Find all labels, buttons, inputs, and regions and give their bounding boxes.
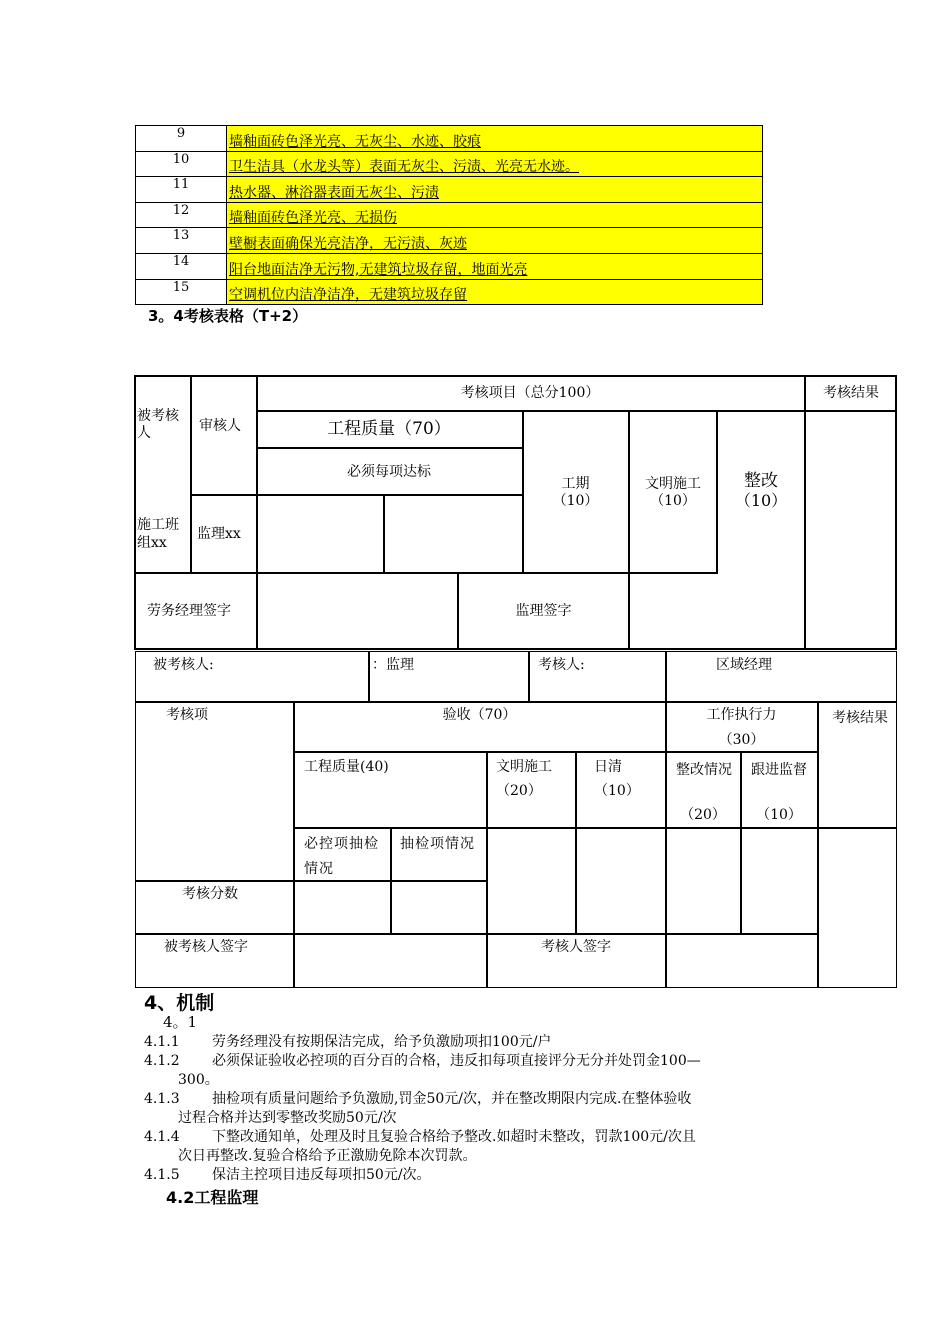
mechanism-item-text: 下整改通知单，处理及时且复验合格给予整改.如超时未整改，罚款100元/次且	[212, 1129, 696, 1145]
must-pass-label: 必须每项达标	[347, 464, 431, 480]
section-4-1-title: 4。1	[163, 1013, 198, 1031]
standards-row	[136, 202, 763, 228]
mechanism-item-text: 劳务经理没有按期保洁完成，给予负激励项扣100元/户	[212, 1034, 552, 1050]
civilized-label-b: 文明施工	[496, 759, 552, 775]
standards-row-no: 11	[136, 177, 227, 203]
rectify-score: （10）	[734, 491, 788, 510]
standards-row	[136, 228, 763, 254]
assessed-person-label: 被考核人	[137, 408, 179, 441]
assessed-label: 被考核人:	[153, 657, 214, 673]
table-a-line	[628, 411, 630, 650]
mechanism-item-text: 保洁主控项目违反每项扣50元/次。	[212, 1167, 431, 1183]
execution-score: （30）	[718, 732, 765, 748]
standards-row	[136, 279, 763, 305]
table-b-line	[528, 651, 530, 701]
standards-row-desc: 阳台地面洁净无污物,无建筑垃圾存留，地面光亮	[227, 253, 763, 279]
table-b-line	[293, 701, 295, 988]
assessor-sign-label: 考核人签字	[541, 939, 611, 955]
standards-row-no: 10	[136, 151, 227, 177]
table-b-line	[740, 751, 742, 933]
standards-row-no: 9	[136, 126, 227, 152]
assessed-value: ：监理	[372, 657, 414, 673]
score-label: 考核分数	[182, 886, 238, 902]
mechanism-item-no: 4.1.4	[144, 1129, 180, 1145]
table-b-line	[293, 827, 897, 829]
section-3-4-title: 3。4考核表格（T+2）	[148, 307, 308, 325]
standards-row-desc: 卫生洁具（水龙头等）表面无灰尘、污渍、光亮无水迹。	[227, 151, 763, 177]
follow-up-score: （10）	[756, 807, 802, 823]
team-label: 施工班组xx	[137, 517, 179, 551]
table-b-line	[817, 701, 819, 988]
mechanism-item-no: 4.1.1	[144, 1034, 180, 1050]
standards-row-desc: 墙釉面砖色泽光亮、无灰尘、水迹、胶痕	[227, 126, 763, 152]
acceptance-label: 验收（70）	[442, 707, 517, 723]
mechanism-item-text-cont: 过程合格并达到零整改奖励50元/次	[178, 1110, 397, 1126]
rectify-label: 整改	[744, 471, 778, 491]
execution-label: 工作执行力	[706, 707, 777, 723]
mechanism-item-no: 4.1.2	[144, 1053, 180, 1069]
assessor-value: 区域经理	[716, 657, 772, 673]
schedule-label: 工期	[561, 476, 590, 492]
daily-clear-label: 日清	[594, 759, 622, 775]
schedule-score: （10）	[552, 493, 599, 509]
civilized-score-b: （20）	[496, 783, 542, 799]
labor-sign-label: 劳务经理签字	[147, 603, 231, 619]
section-4-title: 4、机制	[144, 992, 215, 1014]
supervisor-sign-label: 监理签字	[515, 603, 572, 619]
supervisor-label: 监理xx	[197, 526, 241, 542]
standards-row-no: 12	[136, 202, 227, 228]
standards-row	[136, 151, 763, 177]
standards-row-desc: 壁橱表面确保光亮洁净，无污渍、灰迹	[227, 228, 763, 254]
standards-row-no: 13	[136, 228, 227, 254]
mechanism-item-no: 4.1.3	[144, 1091, 180, 1107]
standards-row	[136, 253, 763, 279]
standards-row-no: 15	[136, 279, 227, 305]
spot-check-label: 抽检项情况	[400, 836, 475, 852]
reviewer-label: 审核人	[199, 418, 241, 434]
table-a-line	[134, 572, 718, 574]
table-a-line	[256, 410, 896, 412]
table-b-line	[135, 933, 817, 935]
table-b-line	[368, 651, 370, 701]
table-a-line	[190, 375, 192, 573]
follow-up-label: 跟进监督	[751, 762, 807, 778]
standards-row-desc: 空调机位内洁净洁净，无建筑垃圾存留	[227, 279, 763, 305]
table-b-line	[390, 827, 392, 933]
result-label: 考核结果	[823, 385, 879, 401]
item-label: 考核项	[166, 707, 208, 723]
daily-clear-score: （10）	[594, 783, 640, 799]
table-a-line	[256, 375, 258, 650]
standards-row-desc: 热水器、淋浴器表面无灰尘、污渍	[227, 177, 763, 203]
civilized-score: （10）	[650, 493, 696, 509]
mechanism-item-text: 必须保证验收必控项的百分百的合格，违反扣每项直接评分无分并处罚金100—	[212, 1053, 701, 1069]
table-a-line	[256, 447, 523, 449]
standards-row	[136, 126, 763, 152]
mechanism-item-text-cont: 次日再整改.复验合格给予正激励免除本次罚款。	[178, 1148, 477, 1164]
table-a-line	[190, 494, 523, 496]
standards-row	[136, 177, 763, 203]
table-b-line	[135, 701, 897, 703]
table-b-line	[575, 751, 577, 933]
table-a-line	[804, 375, 806, 650]
rectify-status-label: 整改情况	[676, 762, 732, 778]
standards-row-no: 14	[136, 253, 227, 279]
assessed-sign-label: 被考核人签字	[164, 939, 248, 955]
standards-row-desc: 墙釉面砖色泽光亮、无损伤	[227, 202, 763, 228]
standards-table	[135, 125, 763, 305]
civilized-label: 文明施工	[645, 476, 701, 492]
items-total-label: 考核项目（总分100）	[460, 385, 600, 401]
mechanism-item-no: 4.1.5	[144, 1167, 180, 1183]
section-4-2-title: 4.2工程监理	[166, 1188, 259, 1207]
assessor-label: 考核人:	[538, 657, 585, 673]
mechanism-item-text: 抽检项有质量问题给予负激励,罚金50元/次，并在整改期限内完成.在整体验收	[212, 1091, 692, 1107]
table-a-line	[383, 495, 385, 573]
result-label-b: 考核结果	[832, 710, 888, 726]
quality-label: 工程质量（70）	[327, 419, 451, 439]
quality40-label: 工程质量(40)	[304, 759, 389, 775]
rectify-status-score: （20）	[680, 807, 726, 823]
must-check-label: 必控项抽检情况	[304, 836, 379, 877]
mechanism-item-text-cont: 300。	[178, 1072, 219, 1088]
